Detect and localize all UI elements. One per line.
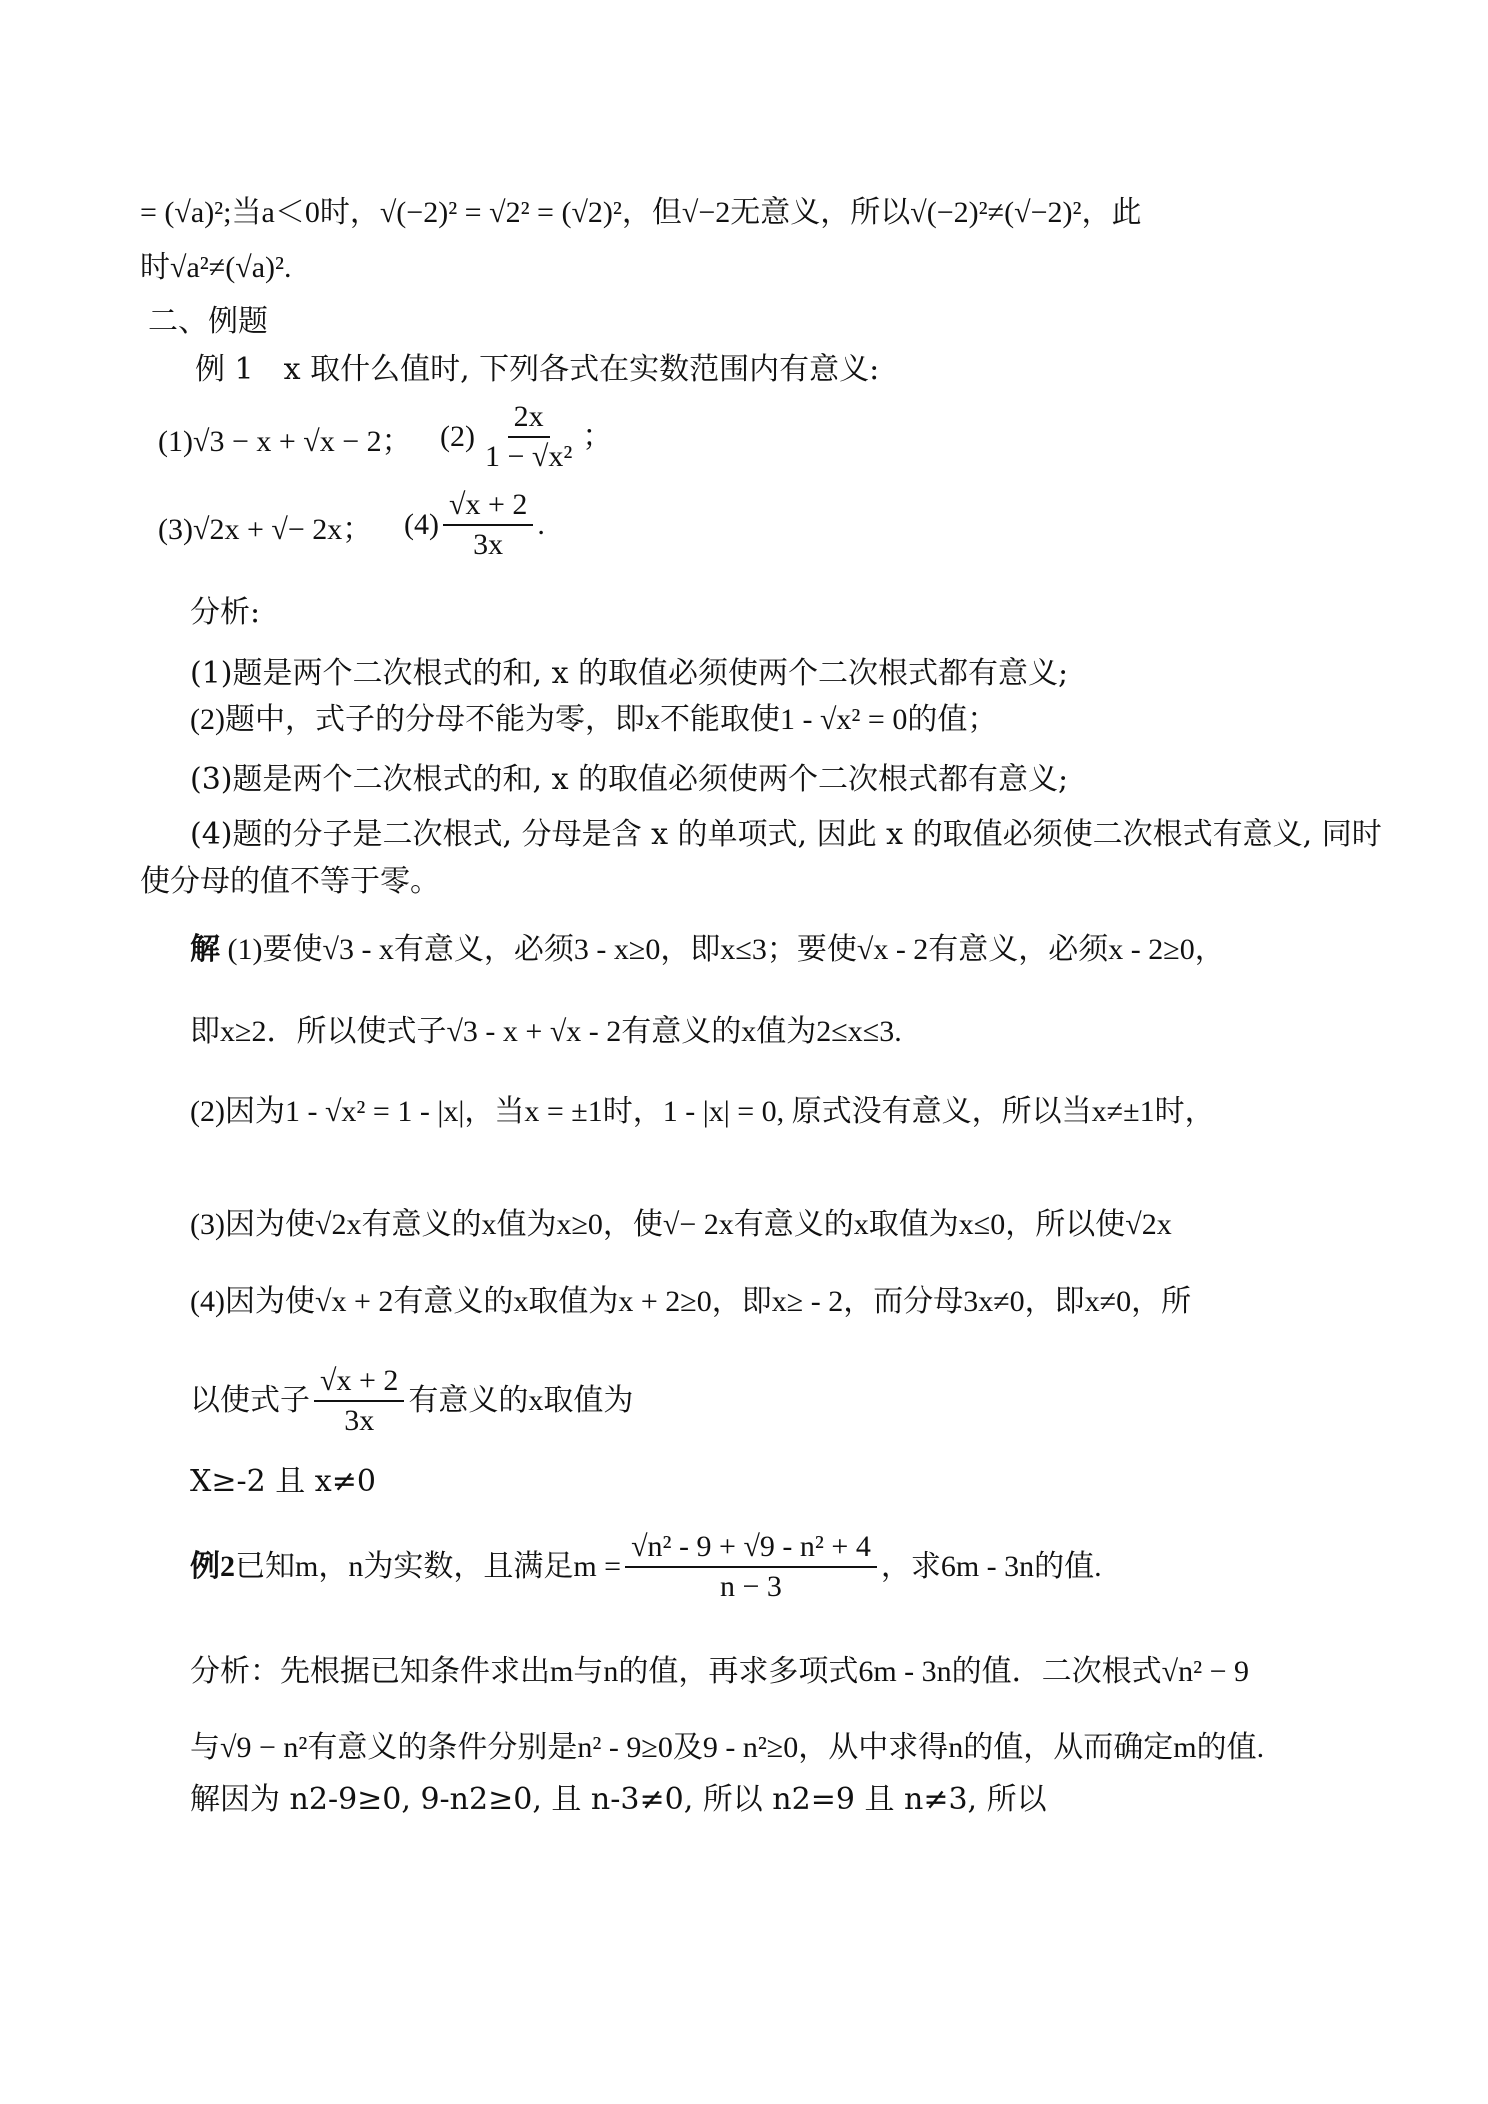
s4b-prefix: 以使式子 (190, 1384, 310, 1417)
item4-numerator: √x + 2 (443, 486, 533, 526)
solution1-line7: X≥-2 且 x≠0 (190, 1464, 376, 1499)
example2-suffix: ，求6m - 3n的值. (880, 1550, 1102, 1583)
example1-intro: 例 1 x 取什么值时, 下列各式在实数范围内有意义: (195, 352, 880, 387)
section-heading: 二、例题 (148, 304, 268, 339)
analysis2-line1: 分析：先根据已知条件求出m与n的值，再求多项式6m - 3n的值．二次根式√n² − 9 (190, 1655, 1250, 1688)
item2-denominator: 1 − √x² (484, 440, 573, 473)
item2-fraction (479, 398, 578, 476)
item2-suffix: ； (582, 420, 613, 453)
example2-label: 例2 (190, 1550, 235, 1583)
example1-item4 (404, 486, 545, 564)
solution1-line6 (190, 1362, 633, 1440)
item2-numerator: 2x (508, 398, 550, 438)
item4-fraction (443, 486, 533, 564)
s4b-numerator: √x + 2 (314, 1362, 404, 1402)
item4-suffix: . (537, 508, 545, 541)
item4-denominator: 3x (473, 528, 504, 561)
top-line-1: = (√a)²;当a＜0时，√(−2)² = √2² = (√2)²，但√−2无意义，所以√(−2)²≠(√−2)²，此 (140, 196, 1142, 229)
s4b-denominator: 3x (344, 1404, 375, 1437)
example1-item2 (440, 398, 612, 476)
item2-prefix: (2) (440, 420, 475, 453)
example1-item3: (3)√2x + √− 2x； (158, 513, 373, 546)
solution1-line2: 即x≥2．所以使式子√3 - x + √x - 2有意义的x值为2≤x≤3. (190, 1015, 902, 1048)
analysis1-p3: (3)题是两个二次根式的和, x 的取值必须使两个二次根式都有意义; (190, 762, 1069, 797)
top-line-2: 时√a²≠(√a)². (140, 251, 292, 284)
analysis1-p4b: 使分母的值不等于零。 (140, 864, 440, 899)
s4b-fraction (314, 1362, 404, 1440)
analysis1-p4a: (4)题的分子是二次根式, 分母是含 x 的单项式, 因此 x 的取值必须使二次根式有意义, 同时 (190, 817, 1382, 852)
solution-label: 解 (190, 933, 220, 966)
analysis2-line2: 与√9 − n²有意义的条件分别是n² - 9≥0及9 - n²≥0，从中求得n的值，从而确定m的值. (190, 1731, 1265, 1764)
analysis2-line3: 解因为 n2-9≥0, 9-n2≥0, 且 n-3≠0, 所以 n2=9 且 n≠3, 所以 (190, 1782, 1047, 1817)
solution1-s1a: (1)要使√3 - x有意义，必须3 - x≥0，即x≤3；要使√x - 2有意义，必须x - 2≥0， (220, 933, 1225, 966)
example1-item1: (1)√3 − x + √x − 2； (158, 425, 412, 458)
example2-line (190, 1528, 1102, 1606)
analysis1-p1: (1)题是两个二次根式的和, x 的取值必须使两个二次根式都有意义; (190, 656, 1069, 691)
analysis1-label: 分析: (190, 595, 261, 630)
example2-denominator: n − 3 (720, 1570, 782, 1603)
solution1-line1 (190, 930, 1225, 970)
analysis1-p2: (2)题中，式子的分母不能为零，即x不能取使1 - √x² = 0的值； (190, 703, 998, 736)
solution1-line3: (2)因为1 - √x² = 1 - |x|，当x = ±1时，1 - |x| = 0, 原式没有意义，所以当x≠±1时， (190, 1095, 1215, 1128)
example2-prefix: 已知m，n为实数，且满足m = (235, 1550, 622, 1583)
item4-prefix: (4) (404, 508, 439, 541)
solution1-line4: (3)因为使√2x有意义的x值为x≥0，使√− 2x有意义的x取值为x≤0，所以使√2x (190, 1208, 1172, 1241)
example2-fraction (625, 1528, 877, 1606)
example2-numerator: √n² - 9 + √9 - n² + 4 (625, 1528, 877, 1568)
s4b-suffix: 有意义的x取值为 (408, 1384, 634, 1417)
solution1-line5: (4)因为使√x + 2有意义的x取值为x + 2≥0，即x≥ - 2，而分母3x≠0，即x≠0，所 (190, 1285, 1192, 1318)
